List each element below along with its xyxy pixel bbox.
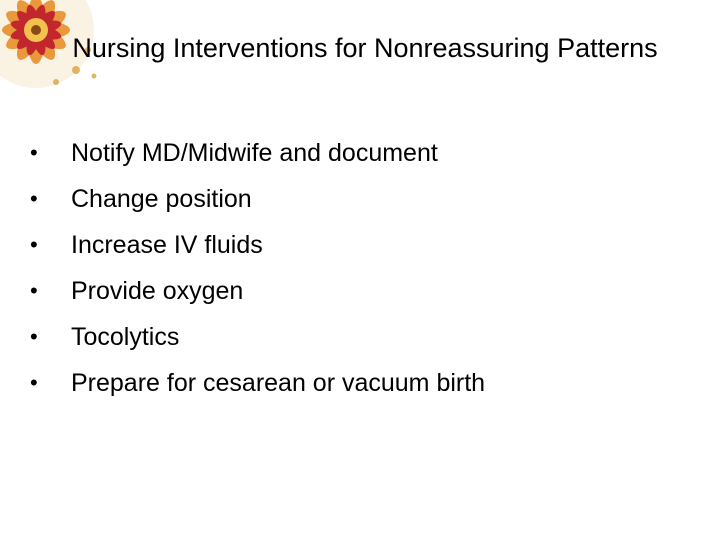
bullet-icon: •: [30, 370, 38, 395]
bullet-icon: •: [30, 278, 38, 303]
bullet-text: Prepare for cesarean or vacuum birth: [71, 369, 486, 397]
bullet-text: Tocolytics: [71, 323, 180, 351]
list-item: [18, 130, 698, 176]
slide-title: Nursing Interventions for Nonreassuring Patterns: [72, 33, 658, 63]
bullet-icon: •: [30, 232, 38, 257]
bullet-text: Increase IV fluids: [71, 231, 263, 259]
list-item: [18, 268, 698, 314]
bullet-text: Provide oxygen: [71, 277, 244, 305]
bullet-icon: •: [30, 324, 38, 349]
bullet-icon: •: [30, 186, 38, 211]
list-item: [18, 314, 698, 360]
list-item: [18, 360, 698, 406]
bullet-icon: •: [30, 140, 38, 165]
list-item: [18, 222, 698, 268]
bullet-list: [18, 130, 698, 406]
bullet-text: Change position: [71, 185, 252, 213]
list-item: [18, 176, 698, 222]
bullet-text: Notify MD/Midwife and document: [71, 139, 438, 167]
